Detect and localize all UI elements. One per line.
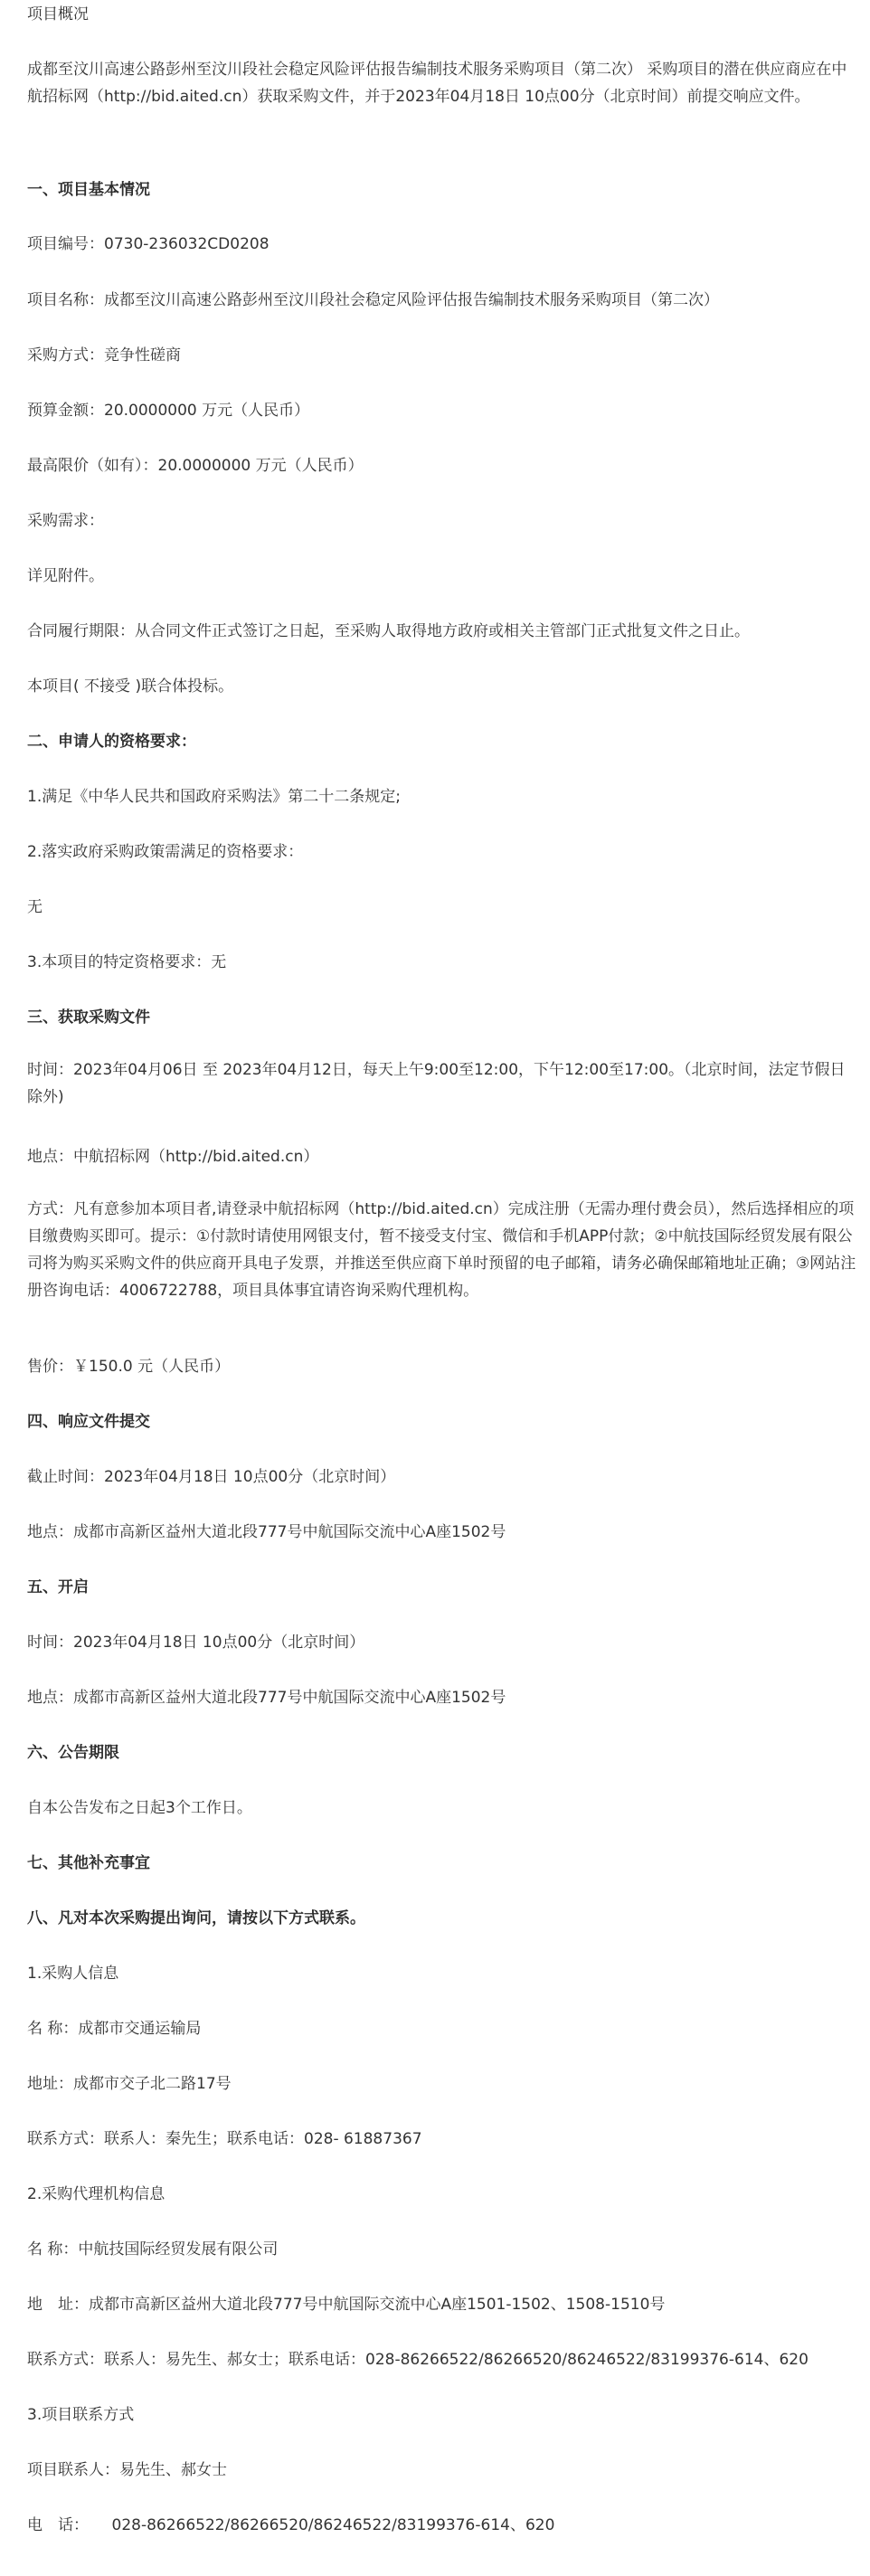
section-heading-obtain-documents: 三、获取采购文件: [27, 1009, 150, 1027]
section-heading-submission: 四、响应文件提交: [27, 1413, 150, 1431]
buyer-info-title: 1.采购人信息: [27, 1965, 119, 1983]
agent-name: 名 称：中航技国际经贸发展有限公司: [27, 2240, 279, 2259]
obtain-place: 地点：中航招标网（http://bid.aited.cn）: [27, 1148, 319, 1166]
max-price: 最高限价（如有）：20.0000000 万元（人民币）: [27, 457, 364, 475]
qualification-none: 无: [27, 898, 43, 916]
procurement-method: 采购方式：竞争性磋商: [27, 346, 181, 365]
agent-address: 地 址：成都市高新区益州大道北段777号中航国际交流中心A座1501-1502、1508-1510号: [27, 2296, 666, 2314]
procurement-demand-label: 采购需求：: [27, 512, 104, 530]
overview-paragraph: 成都至汶川高速公路彭州至汶川段社会稳定风险评估报告编制技术服务采购项目（第二次） 采购项目的潜在供应商应在中航招标网（http://bid.aited.cn）获取采购文件，并于2023年04月18日 10点00分（北京时间）前提交响应文件。: [27, 61, 847, 106]
section-heading-contacts: 八、凡对本次采购提出询问，请按以下方式联系。: [27, 1909, 365, 1927]
buyer-address: 地址：成都市交子北二路17号: [27, 2075, 232, 2093]
section-heading-other-matters: 七、其他补充事宜: [27, 1854, 150, 1872]
agent-info-title: 2.采购代理机构信息: [27, 2185, 165, 2203]
qualification-item-1: 1.满足《中华人民共和国政府采购法》第二十二条规定;: [27, 788, 401, 806]
notice-period-text: 自本公告发布之日起3个工作日。: [27, 1799, 252, 1817]
section-heading-basic-info: 一、项目基本情况: [27, 181, 150, 199]
project-name: 项目名称：成都至汶川高速公路彭州至汶川段社会稳定风险评估报告编制技术服务采购项目（第二次）: [27, 291, 719, 309]
buyer-name: 名 称：成都市交通运输局: [27, 2020, 202, 2038]
budget-amount: 预算金额：20.0000000 万元（人民币）: [27, 402, 310, 420]
project-contact-title: 3.项目联系方式: [27, 2406, 135, 2424]
buyer-contact: 联系方式：联系人：秦先生；联系电话：028- 61887367: [27, 2130, 422, 2148]
see-attachment: 详见附件。: [27, 567, 104, 585]
qualification-item-3: 3.本项目的特定资格要求：无: [27, 953, 227, 971]
project-contact-phone: 电 话： 028-86266522/86266520/86246522/83199376-614、620: [27, 2516, 555, 2534]
project-number: 项目编号：0730-236032CD0208: [27, 235, 270, 253]
consortium-note: 本项目( 不接受 )联合体投标。: [27, 677, 234, 696]
document-price: 售价：￥150.0 元（人民币）: [27, 1358, 231, 1376]
qualification-item-2: 2.落实政府采购政策需满足的资格要求：: [27, 843, 304, 861]
submission-deadline: 截止时间：2023年04月18日 10点00分（北京时间）: [27, 1468, 396, 1486]
obtain-method: 方式：凡有意参加本项目者,请登录中航招标网（http://bid.aited.cn）完成注册（无需办理付费会员），然后选择相应的项目缴费购买即可。提示：①付款时请使用网银支付，暂不接受支付宝、微信和手机APP付款；②中航技国际经贸发展有限公司将为购买采购文件的供应商开具电子发票，并推送至供应商下单时预留的电子邮箱，请务必确保邮箱地址正确；③网站注册咨询电话：4006722788，项目具体事宜请咨询采购代理机构。: [27, 1200, 856, 1300]
submission-place: 地点：成都市高新区益州大道北段777号中航国际交流中心A座1502号: [27, 1523, 506, 1541]
obtain-time: 时间：2023年04月06日 至 2023年04月12日，每天上午9:00至12:00，下午12:00至17:00。（北京时间，法定节假日除外): [27, 1061, 846, 1106]
overview-title: 项目概况: [27, 5, 89, 24]
opening-place: 地点：成都市高新区益州大道北段777号中航国际交流中心A座1502号: [27, 1689, 506, 1707]
section-heading-notice-period: 六、公告期限: [27, 1744, 119, 1762]
section-heading-opening: 五、开启: [27, 1578, 89, 1596]
opening-time: 时间：2023年04月18日 10点00分（北京时间）: [27, 1634, 365, 1652]
contract-period: 合同履行期限：从合同文件正式签订之日起，至采购人取得地方政府或相关主管部门正式批复文件之日止。: [27, 622, 750, 640]
agent-contact: 联系方式：联系人：易先生、郝女士；联系电话：028-86266522/86266520/86246522/83199376-614、620: [27, 2351, 809, 2369]
project-contact-person: 项目联系人：易先生、郝女士: [27, 2461, 227, 2479]
section-heading-qualifications: 二、申请人的资格要求：: [27, 733, 196, 751]
